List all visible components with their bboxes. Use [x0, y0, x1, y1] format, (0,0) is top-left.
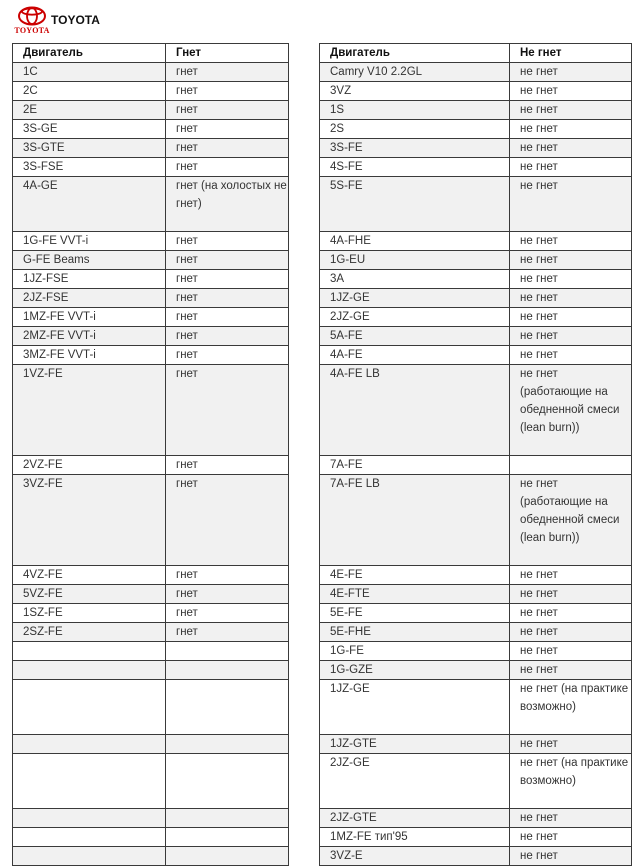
table-row: [320, 270, 632, 289]
engine-cell: G-FE Beams: [13, 251, 166, 270]
status-cell: не гнет: [510, 101, 632, 120]
table-row: [320, 847, 632, 866]
table-row: [320, 251, 632, 270]
table-row: [320, 623, 632, 642]
engine-cell: 1G-EU: [320, 251, 510, 270]
status-cell: гнет: [166, 82, 289, 101]
status-cell: гнет: [166, 232, 289, 251]
engine-cell: [13, 680, 166, 735]
table-row: [320, 735, 632, 754]
engine-cell: 2JZ-GTE: [320, 809, 510, 828]
status-cell: не гнет: [510, 327, 632, 346]
table-row: [13, 604, 289, 623]
engine-cell: [13, 642, 166, 661]
status-cell: не гнет: [510, 63, 632, 82]
status-cell: не гнет: [510, 661, 632, 680]
table-row: [13, 365, 289, 456]
table-row: [13, 251, 289, 270]
engine-cell: Camry V10 2.2GL: [320, 63, 510, 82]
engine-cell: 1JZ-FSE: [13, 270, 166, 289]
table-row: [320, 828, 632, 847]
status-cell: не гнет: [510, 735, 632, 754]
engine-cell: 2JZ-FSE: [13, 289, 166, 308]
engine-cell: 2S: [320, 120, 510, 139]
engine-cell: 4E-FE: [320, 566, 510, 585]
table-row: [320, 308, 632, 327]
engine-cell: 4VZ-FE: [13, 566, 166, 585]
table-row: [13, 177, 289, 232]
table-row: [320, 82, 632, 101]
status-cell: не гнет: [510, 289, 632, 308]
engine-cell: 3A: [320, 270, 510, 289]
table-row: [320, 642, 632, 661]
table-row: [13, 735, 289, 754]
engine-cell: 1G-GZE: [320, 661, 510, 680]
table-row: [320, 177, 632, 232]
engine-cell: 5A-FE: [320, 327, 510, 346]
engine-cell: 1JZ-GTE: [320, 735, 510, 754]
status-cell: не гнет: [510, 270, 632, 289]
engine-cell: 7A-FE: [320, 456, 510, 475]
engine-cell: 4A-FE: [320, 346, 510, 365]
engine-cell: 7A-FE LB: [320, 475, 510, 566]
status-cell: не гнет: [510, 120, 632, 139]
table-row: [320, 139, 632, 158]
brand-name: TOYOTA: [51, 13, 100, 27]
table-row: [13, 809, 289, 828]
table-row: [13, 101, 289, 120]
table-row: [13, 828, 289, 847]
engine-cell: 1S: [320, 101, 510, 120]
table-row: [320, 604, 632, 623]
engine-cell: [13, 735, 166, 754]
engine-cell: 4E-FTE: [320, 585, 510, 604]
engine-cell: 5E-FHE: [320, 623, 510, 642]
table-row: [13, 63, 289, 82]
engine-cell: 1MZ-FE тип'95: [320, 828, 510, 847]
engine-cell: 1SZ-FE: [13, 604, 166, 623]
engine-cell: 2JZ-GE: [320, 308, 510, 327]
table-row: [13, 661, 289, 680]
table-row: [320, 661, 632, 680]
status-cell: гнет: [166, 63, 289, 82]
status-cell: не гнет: [510, 158, 632, 177]
engine-cell: 3VZ-E: [320, 847, 510, 866]
column-header-engine: Двигатель: [320, 44, 510, 63]
table-row: [320, 585, 632, 604]
table-row: [320, 289, 632, 308]
engine-cell: 1JZ-GE: [320, 680, 510, 735]
table-row: [320, 232, 632, 251]
table-row: [13, 139, 289, 158]
status-cell: не гнет (на практике возможно): [510, 754, 632, 809]
status-cell: гнет: [166, 308, 289, 327]
table-row: [13, 585, 289, 604]
table-row: [13, 566, 289, 585]
status-cell: гнет: [166, 365, 289, 456]
status-cell: не гнет: [510, 604, 632, 623]
status-cell: гнет: [166, 139, 289, 158]
engine-cell: 4A-FE LB: [320, 365, 510, 456]
table-row: [320, 809, 632, 828]
status-cell: гнет: [166, 120, 289, 139]
engine-cell: [13, 809, 166, 828]
engine-cell: [13, 754, 166, 809]
engine-cell: 1C: [13, 63, 166, 82]
status-cell: гнет: [166, 251, 289, 270]
table-row: [13, 120, 289, 139]
table-row: [13, 847, 289, 866]
engine-cell: 3S-FE: [320, 139, 510, 158]
table-row: [13, 232, 289, 251]
engine-cell: 3VZ: [320, 82, 510, 101]
status-cell: [166, 809, 289, 828]
column-header-engine: Двигатель: [13, 44, 166, 63]
status-cell: не гнет: [510, 346, 632, 365]
status-cell: не гнет: [510, 308, 632, 327]
engine-cell: 1G-FE VVT-i: [13, 232, 166, 251]
engine-cell: [13, 661, 166, 680]
status-cell: [166, 847, 289, 866]
table-row: [13, 327, 289, 346]
table-row: [13, 346, 289, 365]
table-row: [13, 82, 289, 101]
status-cell: не гнет: [510, 232, 632, 251]
status-cell: не гнет: [510, 642, 632, 661]
engine-cell: 3VZ-FE: [13, 475, 166, 566]
table-header-row: [320, 44, 632, 63]
status-cell: гнет: [166, 475, 289, 566]
status-cell: гнет: [166, 604, 289, 623]
status-cell: гнет: [166, 566, 289, 585]
table-row: [13, 623, 289, 642]
status-cell: не гнет: [510, 847, 632, 866]
engine-cell: 3S-GTE: [13, 139, 166, 158]
engine-cell: 2MZ-FE VVT-i: [13, 327, 166, 346]
table-row: [13, 158, 289, 177]
status-cell: гнет: [166, 585, 289, 604]
engine-cell: 1MZ-FE VVT-i: [13, 308, 166, 327]
engine-cell: 5VZ-FE: [13, 585, 166, 604]
column-header-bends: Гнет: [166, 44, 289, 63]
engine-cell: 4A-FHE: [320, 232, 510, 251]
table-row: [13, 680, 289, 735]
engine-cell: 1JZ-GE: [320, 289, 510, 308]
engine-cell: 2JZ-GE: [320, 754, 510, 809]
no-bend-valves-table: [319, 43, 632, 866]
table-row: [13, 642, 289, 661]
status-cell: не гнет: [510, 623, 632, 642]
status-cell: не гнет: [510, 177, 632, 232]
status-cell: [166, 828, 289, 847]
engine-cell: [13, 847, 166, 866]
table-row: [320, 120, 632, 139]
table-row: [320, 158, 632, 177]
engine-cell: 5E-FE: [320, 604, 510, 623]
engine-cell: 2E: [13, 101, 166, 120]
engine-cell: 4S-FE: [320, 158, 510, 177]
table-row: [13, 475, 289, 566]
table-row: [320, 475, 632, 566]
engine-cell: 2C: [13, 82, 166, 101]
table-row: [320, 680, 632, 735]
engine-cell: 2SZ-FE: [13, 623, 166, 642]
status-cell: не гнет: [510, 139, 632, 158]
engine-cell: 3MZ-FE VVT-i: [13, 346, 166, 365]
table-header-row: [13, 44, 289, 63]
status-cell: [166, 642, 289, 661]
status-cell: гнет (на холостых не гнет): [166, 177, 289, 232]
table-row: [320, 327, 632, 346]
status-cell: гнет: [166, 623, 289, 642]
table-row: [320, 566, 632, 585]
status-cell: [510, 456, 632, 475]
engine-cell: 1G-FE: [320, 642, 510, 661]
table-row: [320, 346, 632, 365]
status-cell: гнет: [166, 327, 289, 346]
status-cell: не гнет: [510, 809, 632, 828]
status-cell: не гнет: [510, 566, 632, 585]
table-row: [13, 270, 289, 289]
table-row: [320, 101, 632, 120]
table-row: [13, 308, 289, 327]
status-cell: не гнет: [510, 585, 632, 604]
table-row: [320, 365, 632, 456]
status-cell: [166, 754, 289, 809]
table-row: [13, 456, 289, 475]
engine-cell: 3S-FSE: [13, 158, 166, 177]
engine-cell: 1VZ-FE: [13, 365, 166, 456]
engine-cell: 3S-GE: [13, 120, 166, 139]
logo-text: TOYOTA: [14, 26, 50, 35]
table-row: [13, 289, 289, 308]
status-cell: гнет: [166, 270, 289, 289]
table-row: [320, 456, 632, 475]
status-cell: гнет: [166, 289, 289, 308]
table-row: [320, 754, 632, 809]
table-row: [13, 754, 289, 809]
bends-valves-table: [12, 43, 289, 866]
status-cell: не гнет (работающие на обедненной смеси (lean burn)): [510, 365, 632, 456]
status-cell: не гнет: [510, 828, 632, 847]
status-cell: [166, 661, 289, 680]
status-cell: гнет: [166, 101, 289, 120]
status-cell: не гнет (работающие на обедненной смеси (lean burn)): [510, 475, 632, 566]
status-cell: гнет: [166, 456, 289, 475]
engine-cell: 5S-FE: [320, 177, 510, 232]
status-cell: гнет: [166, 158, 289, 177]
engine-cell: 2VZ-FE: [13, 456, 166, 475]
engine-cell: 4A-GE: [13, 177, 166, 232]
status-cell: не гнет: [510, 82, 632, 101]
status-cell: не гнет (на практике возможно): [510, 680, 632, 735]
column-header-no-bend: Не гнет: [510, 44, 632, 63]
status-cell: [166, 680, 289, 735]
table-row: [320, 63, 632, 82]
status-cell: [166, 735, 289, 754]
engine-cell: [13, 828, 166, 847]
status-cell: гнет: [166, 346, 289, 365]
status-cell: не гнет: [510, 251, 632, 270]
